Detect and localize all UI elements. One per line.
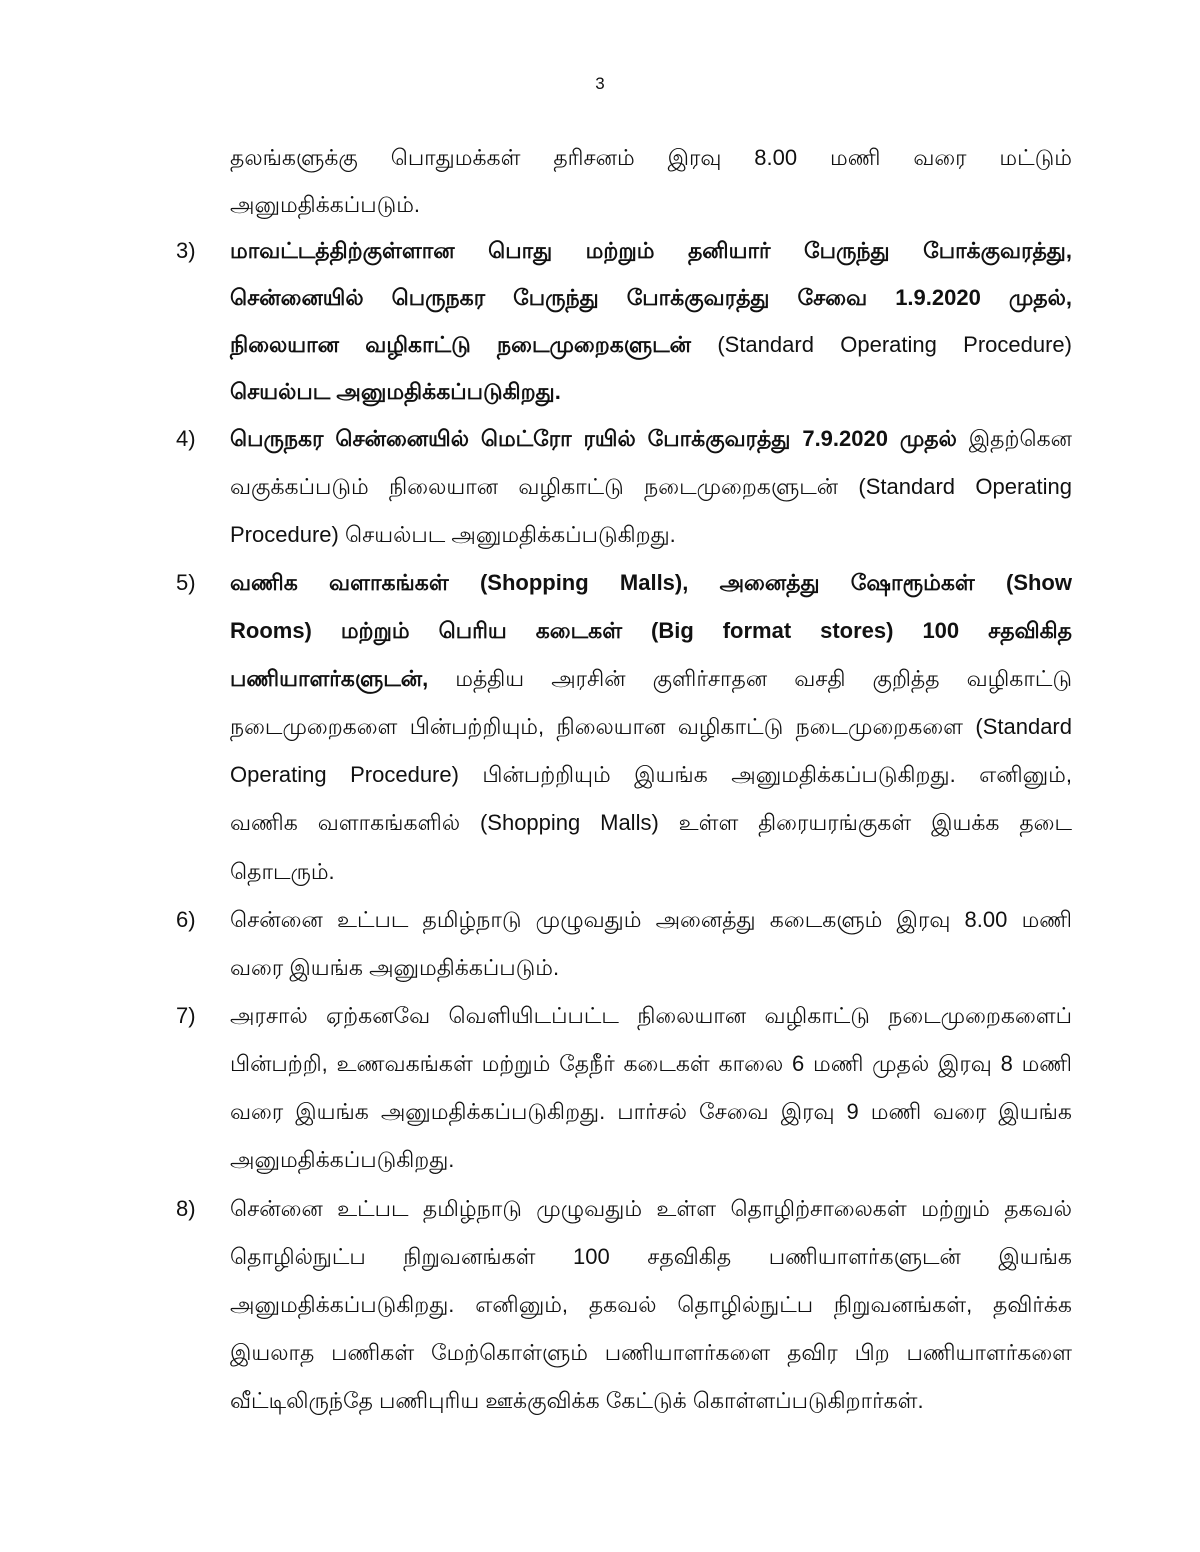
bold-text: நிலையான வழிகாட்டு நடைமுறைகளுடன் — [230, 332, 718, 357]
bold-text: வணிக வளாகங்கள் (Shopping Malls), அனைத்து ஷோரூம்கள் (Show — [230, 570, 1072, 595]
paragraph-line — [230, 377, 1072, 407]
body-text: நடைமுறைகளை பின்பற்றியும், நிலையான வழிகாட்டு நடைமுறைகளை (Standard — [230, 714, 1072, 739]
bold-text: பெருநகர சென்னையில் மெட்ரோ ரயில் போக்குவரத்து 7.9.2020 முதல் — [230, 426, 969, 451]
paragraph-line — [230, 143, 1072, 173]
paragraph-line — [230, 1049, 1072, 1079]
paragraph-number: 4) — [176, 426, 196, 451]
paragraph-line — [230, 1338, 1072, 1368]
body-text: பின்பற்றி, உணவகங்கள் மற்றும் தேநீர் கடைகள் காலை 6 மணி முதல் இரவு 8 மணி — [230, 1051, 1072, 1076]
paragraph-number: 8) — [176, 1196, 196, 1221]
paragraph-line — [230, 905, 1072, 935]
body-text: தொடரும். — [230, 859, 335, 884]
paragraph-line — [230, 236, 1072, 266]
paragraph-number: 3) — [176, 238, 196, 263]
paragraph-line — [230, 712, 1072, 742]
paragraph-line — [230, 283, 1072, 313]
body-text: வரை இயங்க அனுமதிக்கப்படுகிறது. பார்சல் சேவை இரவு 9 மணி வரை இயங்க — [230, 1099, 1072, 1124]
bold-text: சென்னையில் பெருநகர பேருந்து போக்குவரத்து சேவை 1.9.2020 முதல், — [230, 285, 1072, 310]
body-text: வகுக்கப்படும் நிலையான வழிகாட்டு நடைமுறைகளுடன் (Standard Operating — [230, 474, 1072, 499]
paragraph-line — [230, 616, 1072, 646]
paragraph-line — [230, 520, 1072, 550]
body-text: வணிக வளாகங்களில் (Shopping Malls) உள்ள திரையரங்குகள் இயக்க தடை — [230, 810, 1072, 835]
page-number: 3 — [595, 74, 605, 93]
body-text: அரசால் ஏற்கனவே வெளியிடப்பட்ட நிலையான வழிகாட்டு நடைமுறைகளைப் — [230, 1003, 1072, 1028]
body-text: அனுமதிக்கப்படும். — [230, 192, 421, 217]
paragraph-line — [230, 1145, 1072, 1175]
paragraph-line — [230, 1242, 1072, 1272]
paragraph-line — [230, 953, 1072, 983]
paragraph-number: 7) — [176, 1003, 196, 1028]
paragraph-line — [230, 664, 1072, 694]
bold-text: செயல்பட அனுமதிக்கப்படுகிறது. — [230, 379, 561, 404]
paragraph-line — [230, 472, 1072, 502]
paragraph-line — [230, 424, 1072, 454]
paragraph-line — [230, 568, 1072, 598]
body-text: வீட்டிலிருந்தே பணிபுரிய ஊக்குவிக்க கேட்டுக் கொள்ளப்படுகிறார்கள். — [230, 1388, 924, 1413]
body-text: வரை இயங்க அனுமதிக்கப்படும். — [230, 955, 560, 980]
body-text: அனுமதிக்கப்படுகிறது. எனினும், தகவல் தொழில்நுட்ப நிறுவனங்கள், தவிர்க்க — [230, 1292, 1072, 1317]
body-text: Procedure) செயல்பட அனுமதிக்கப்படுகிறது. — [230, 522, 676, 547]
paragraph-line — [230, 1290, 1072, 1320]
paragraph-line — [230, 1001, 1072, 1031]
paragraph-line — [230, 857, 1072, 887]
paragraph-line — [230, 760, 1072, 790]
bold-text: Rooms) மற்றும் பெரிய கடைகள் (Big format stores) 100 சதவிகித — [230, 618, 1072, 643]
bold-text: பணியாளர்களுடன், — [230, 666, 456, 691]
paragraph-number: 5) — [176, 570, 196, 595]
body-text: தொழில்நுட்ப நிறுவனங்கள் 100 சதவிகித பணியாளர்களுடன் இயங்க — [230, 1244, 1072, 1269]
bold-text: மாவட்டத்திற்குள்ளான பொது மற்றும் தனியார் பேருந்து போக்குவரத்து, — [230, 238, 1072, 263]
body-text: சென்னை உட்பட தமிழ்நாடு முழுவதும் அனைத்து கடைகளும் இரவு 8.00 மணி — [230, 907, 1072, 932]
body-text: இதற்கென — [968, 426, 1072, 451]
body-text: (Standard Operating Procedure) — [717, 332, 1072, 357]
paragraph-line — [230, 190, 1072, 220]
paragraph-line — [230, 330, 1072, 360]
paragraph-line — [230, 1097, 1072, 1127]
body-text: மத்திய அரசின் குளிர்சாதன வசதி குறித்த வழிகாட்டு — [455, 666, 1072, 691]
paragraph-line — [230, 808, 1072, 838]
body-text: அனுமதிக்கப்படுகிறது. — [230, 1147, 455, 1172]
body-text: சென்னை உட்பட தமிழ்நாடு முழுவதும் உள்ள தொழிற்சாலைகள் மற்றும் தகவல் — [230, 1196, 1072, 1221]
paragraph-number: 6) — [176, 907, 196, 932]
paragraph-line — [230, 1386, 1072, 1416]
body-text: Operating Procedure) பின்பற்றியும் இயங்க அனுமதிக்கப்படுகிறது. எனினும், — [230, 762, 1072, 787]
body-text: இயலாத பணிகள் மேற்கொள்ளும் பணியாளர்களை தவிர பிற பணியாளர்களை — [230, 1340, 1072, 1365]
body-text: தலங்களுக்கு பொதுமக்கள் தரிசனம் இரவு 8.00 மணி வரை மட்டும் — [230, 145, 1072, 170]
paragraph-line — [230, 1194, 1072, 1224]
